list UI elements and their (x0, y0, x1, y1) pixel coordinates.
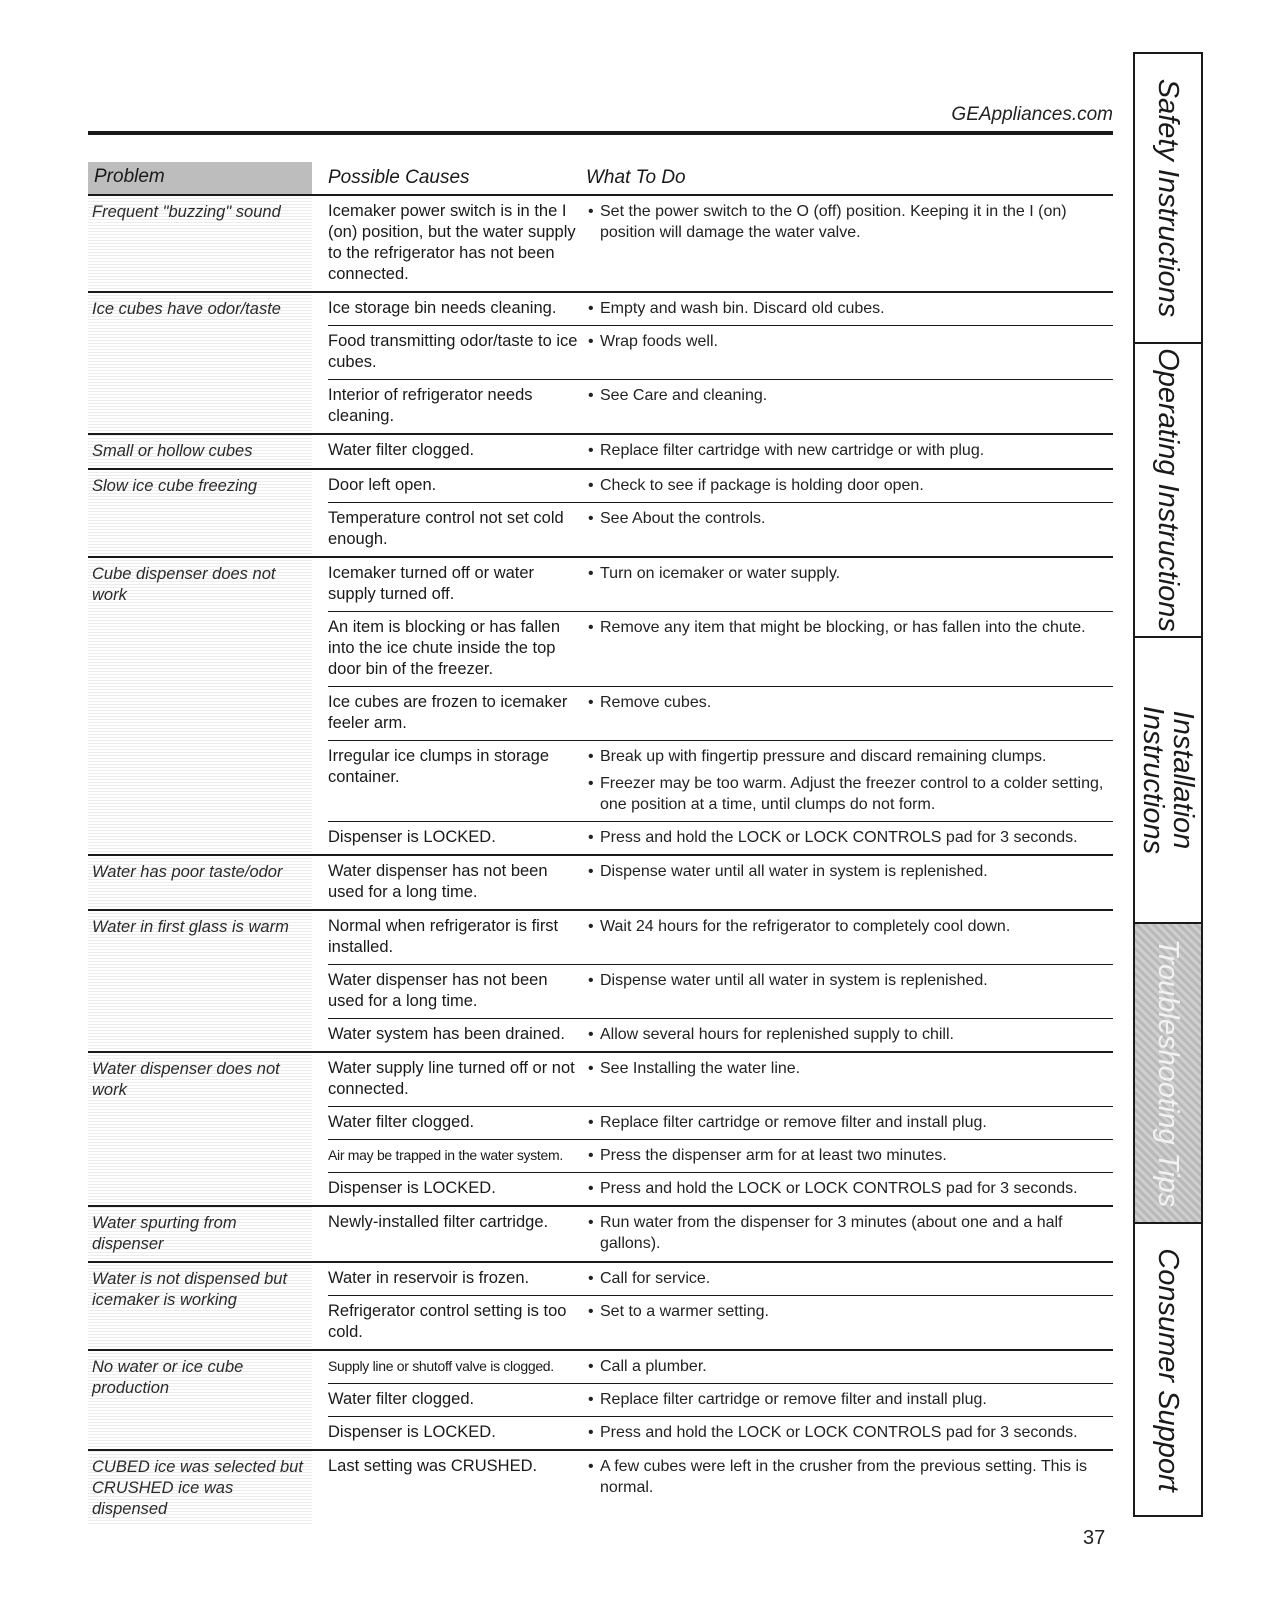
todo-cell (586, 617, 1113, 680)
cause-cell: Ice storage bin needs cleaning. (328, 299, 557, 317)
cause-cell: Icemaker power switch is in the I (on) position, but the water supply to the refrigerator has not been connected. (328, 202, 576, 283)
table-row (328, 821, 1113, 854)
table-row (328, 911, 1113, 964)
header-problem: Problem (88, 162, 312, 194)
todo-item: • Run water from the dispenser for 3 minutes (about one and a half gallons). (586, 1212, 1113, 1254)
todo-item: • See About the controls. (586, 508, 1113, 529)
tab-operating-instructions[interactable] (1135, 344, 1201, 638)
tab-consumer-support[interactable] (1135, 1224, 1201, 1515)
todo-cell (586, 1268, 1113, 1289)
cause-cell: Interior of refrigerator needs cleaning. (328, 386, 533, 425)
tab-label (1138, 706, 1198, 854)
problem-group (88, 1207, 1113, 1263)
top-rule (88, 131, 1113, 135)
tab-label: Consumer Support (1152, 1247, 1184, 1492)
problem-groups (88, 196, 1113, 1526)
cause-rows (312, 558, 1113, 854)
tab-label: Troubleshooting Tips (1152, 938, 1184, 1208)
cause-cell: Water filter clogged. (328, 1113, 475, 1131)
todo-item: • Check to see if package is holding door open. (586, 475, 1113, 496)
cause-cell: Temperature control not set cold enough. (328, 509, 564, 548)
table-row (328, 740, 1113, 821)
cause-rows (312, 1053, 1113, 1205)
cause-rows (312, 196, 1113, 291)
todo-cell (586, 827, 1113, 848)
todo-cell (586, 1301, 1113, 1343)
problem-group (88, 856, 1113, 911)
cause-rows (312, 1263, 1113, 1349)
cause-cell: Water supply line turned off or not connected. (328, 1059, 575, 1098)
cause-cell: Water dispenser has not been used for a long time. (328, 971, 548, 1010)
problem-cell: Cube dispenser does not work (88, 558, 312, 854)
cause-cell: Water in reservoir is frozen. (328, 1269, 530, 1287)
todo-cell (586, 1058, 1113, 1100)
cause-cell: Water filter clogged. (328, 1390, 475, 1408)
cause-cell: Water system has been drained. (328, 1025, 565, 1043)
table-row (328, 1351, 1113, 1383)
table-row (328, 379, 1113, 433)
table-row (328, 686, 1113, 740)
cause-cell: An item is blocking or has fallen into the ice chute inside the top door bin of the freezer. (328, 618, 561, 678)
cause-cell: Water dispenser has not been used for a long time. (328, 862, 548, 901)
table-row (328, 964, 1113, 1018)
website-url[interactable]: GEAppliances.com (951, 104, 1113, 125)
todo-item: • Remove any item that might be blocking, or has fallen into the chute. (586, 617, 1113, 638)
problem-cell: Slow ice cube freezing (88, 470, 312, 556)
table-row (328, 502, 1113, 556)
problem-cell: Small or hollow cubes (88, 435, 312, 468)
table-header (88, 162, 1113, 196)
todo-cell (586, 475, 1113, 496)
todo-cell (586, 331, 1113, 373)
tab-label-line: Instructions (1137, 705, 1169, 855)
todo-cell (586, 916, 1113, 958)
cause-cell: Dispenser is LOCKED. (328, 1179, 496, 1197)
table-row (328, 1053, 1113, 1106)
table-row (328, 1172, 1113, 1205)
cause-rows (312, 470, 1113, 556)
cause-cell: Dispenser is LOCKED. (328, 1423, 496, 1441)
todo-item: • Break up with fingertip pressure and discard remaining clumps. (586, 746, 1113, 767)
problem-group (88, 435, 1113, 470)
cause-rows (312, 911, 1113, 1051)
todo-item: • Set the power switch to the O (off) position. Keeping it in the I (on) position will damage the water valve. (586, 201, 1113, 243)
tab-safety-instructions[interactable] (1135, 54, 1201, 344)
tab-label-line: Installation (1167, 710, 1199, 850)
cause-cell: Normal when refrigerator is first installed. (328, 917, 559, 956)
todo-item: • Press and hold the LOCK or LOCK CONTROLS pad for 3 seconds. (586, 827, 1113, 848)
todo-item: • Remove cubes. (586, 692, 1113, 713)
todo-cell (586, 1112, 1113, 1133)
todo-item: • Set to a warmer setting. (586, 1301, 1113, 1322)
tab-label: Safety Instructions (1152, 78, 1184, 318)
table-row (328, 1106, 1113, 1139)
todo-cell (586, 1145, 1113, 1166)
table-row (328, 1416, 1113, 1449)
problem-group (88, 1053, 1113, 1207)
cause-cell: Food transmitting odor/taste to ice cubes. (328, 332, 578, 371)
cause-rows (312, 856, 1113, 909)
todo-item: • Replace filter cartridge or remove filter and install plug. (586, 1389, 1113, 1410)
problem-group (88, 293, 1113, 435)
todo-item: • Dispense water until all water in system is replenished. (586, 861, 1113, 882)
problem-cell: Frequent "buzzing" sound (88, 196, 312, 291)
todo-cell (586, 298, 1113, 319)
todo-item: • Allow several hours for replenished supply to chill. (586, 1024, 1113, 1045)
problem-cell: Water has poor taste/odor (88, 856, 312, 909)
cause-rows (312, 1351, 1113, 1449)
cause-cell: Door left open. (328, 476, 437, 494)
table-row (328, 325, 1113, 379)
problem-group (88, 1451, 1113, 1526)
cause-cell: Last setting was CRUSHED. (328, 1457, 538, 1475)
cause-cell: Supply line or shutoff valve is clogged. (328, 1358, 554, 1374)
section-sidebar (1133, 52, 1203, 1517)
cause-rows (312, 293, 1113, 433)
todo-cell (586, 201, 1113, 285)
problem-cell: Water spurting from dispenser (88, 1207, 312, 1261)
todo-item: • Call a plumber. (586, 1356, 1113, 1377)
tab-label: Operating Instructions (1152, 348, 1184, 632)
problem-group (88, 1263, 1113, 1351)
cause-cell: Refrigerator control setting is too cold. (328, 1302, 567, 1341)
problem-group (88, 470, 1113, 558)
todo-cell (586, 563, 1113, 605)
todo-cell (586, 1422, 1113, 1443)
cause-rows (312, 1207, 1113, 1261)
todo-cell (586, 970, 1113, 1012)
cause-cell: Ice cubes are frozen to icemaker feeler arm. (328, 693, 568, 732)
cause-cell: Water filter clogged. (328, 441, 475, 459)
todo-item: • Replace filter cartridge with new cartridge or with plug. (586, 440, 1113, 461)
todo-cell (586, 1456, 1113, 1498)
todo-item: • Press and hold the LOCK or LOCK CONTROLS pad for 3 seconds. (586, 1178, 1113, 1199)
table-row (328, 856, 1113, 909)
todo-cell (586, 1212, 1113, 1254)
todo-cell (586, 508, 1113, 550)
page-number: 37 (1083, 1527, 1106, 1549)
table-row (328, 1018, 1113, 1051)
cause-cell: Irregular ice clumps in storage container. (328, 747, 550, 786)
todo-cell (586, 1389, 1113, 1410)
cause-rows (312, 435, 1113, 468)
todo-item: • Empty and wash bin. Discard old cubes. (586, 298, 1113, 319)
todo-item: • A few cubes were left in the crusher from the previous setting. This is normal. (586, 1456, 1113, 1498)
cause-cell: Air may be trapped in the water system. (328, 1147, 563, 1163)
troubleshooting-table (88, 162, 1113, 1526)
todo-cell (586, 440, 1113, 461)
problem-group (88, 911, 1113, 1053)
table-row (328, 1383, 1113, 1416)
todo-item: • Call for service. (586, 1268, 1113, 1289)
tab-installation-instructions[interactable] (1135, 638, 1201, 924)
todo-item: • Press and hold the LOCK or LOCK CONTROLS pad for 3 seconds. (586, 1422, 1113, 1443)
todo-item: • Press the dispenser arm for at least two minutes. (586, 1145, 1113, 1166)
todo-item: • Dispense water until all water in system is replenished. (586, 970, 1113, 991)
problem-cell: Water in first glass is warm (88, 911, 312, 1051)
problem-group (88, 558, 1113, 856)
todo-item: • See Installing the water line. (586, 1058, 1113, 1079)
todo-item: • Freezer may be too warm. Adjust the freezer control to a colder setting, one position at a time, until clumps do not form. (586, 773, 1113, 815)
todo-cell (586, 1356, 1113, 1377)
problem-cell: Water dispenser does not work (88, 1053, 312, 1205)
todo-item: • Replace filter cartridge or remove filter and install plug. (586, 1112, 1113, 1133)
todo-cell (586, 385, 1113, 427)
cause-cell: Dispenser is LOCKED. (328, 828, 496, 846)
table-row (328, 1139, 1113, 1172)
table-row (328, 470, 1113, 502)
table-row (328, 1263, 1113, 1295)
table-row (328, 196, 1113, 291)
todo-cell (586, 1024, 1113, 1045)
table-row (328, 611, 1113, 686)
todo-item: • Wrap foods well. (586, 331, 1113, 352)
todo-cell (586, 861, 1113, 903)
cause-cell: Newly-installed filter cartridge. (328, 1213, 549, 1231)
table-row (328, 1295, 1113, 1349)
cause-cell: Icemaker turned off or water supply turned off. (328, 564, 535, 603)
header-possible-causes: Possible Causes (328, 167, 470, 188)
problem-cell: No water or ice cube production (88, 1351, 312, 1449)
todo-item: • See Care and cleaning. (586, 385, 1113, 406)
todo-item: • Wait 24 hours for the refrigerator to completely cool down. (586, 916, 1113, 937)
todo-cell (586, 746, 1113, 815)
table-row (328, 1207, 1113, 1260)
problem-cell: Ice cubes have odor/taste (88, 293, 312, 433)
todo-cell (586, 1178, 1113, 1199)
header-what-to-do: What To Do (586, 167, 686, 188)
tab-troubleshooting-tips[interactable] (1135, 924, 1201, 1224)
table-row (328, 435, 1113, 467)
problem-group (88, 196, 1113, 293)
table-row (328, 558, 1113, 611)
problem-group (88, 1351, 1113, 1451)
cause-rows (312, 1451, 1113, 1526)
problem-cell: Water is not dispensed but icemaker is working (88, 1263, 312, 1349)
todo-item: • Turn on icemaker or water supply. (586, 563, 1113, 584)
todo-cell (586, 692, 1113, 734)
problem-cell: CUBED ice was selected but CRUSHED ice was dispensed (88, 1451, 312, 1526)
table-row (328, 293, 1113, 325)
table-row (328, 1451, 1113, 1504)
